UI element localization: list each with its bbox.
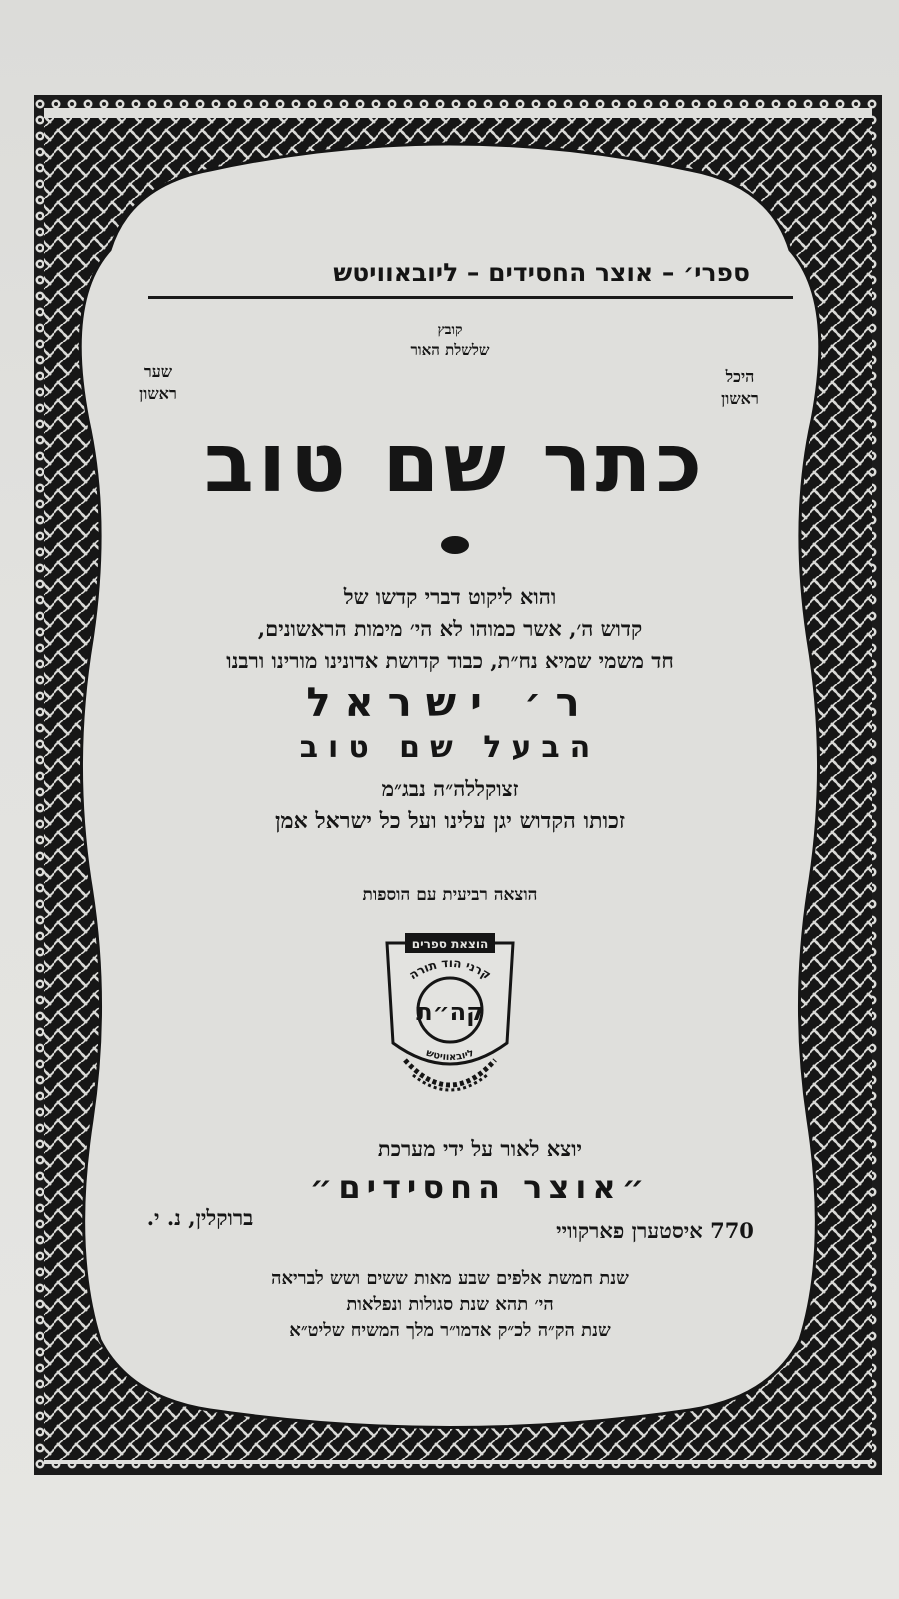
collection-title: שלשלת האור <box>410 341 490 359</box>
hall-label-number: ראשון <box>721 389 759 408</box>
honorific: זצוקללה״ה נבג״מ <box>381 776 519 801</box>
series-header: ספרי׳ – אוצר החסידים – ליובאוויטש <box>333 258 750 287</box>
emblem-banner: הוצאת ספרים <box>411 937 489 951</box>
rabbi-title: הבעל שם טוב <box>299 730 601 765</box>
hall-label: היכל <box>725 367 755 386</box>
header-rule <box>148 296 793 299</box>
merit-line: זכותו הקדוש יגן עלינו ועל כל ישראל אמן <box>274 808 626 834</box>
intro-line: חד משמי שמיא נח״ת, כבוד קדושת אדונינו מורינו ורבנו <box>226 648 674 673</box>
year-line: הי׳ תהא שנת סגולות ונפלאות <box>346 1294 554 1315</box>
gate-label: שער <box>143 362 173 381</box>
gate-label-number: ראשון <box>139 384 177 403</box>
collection-label: קובץ <box>437 322 463 338</box>
emblem-bottom-text: ליובאוויטש <box>424 1047 476 1064</box>
address-street: 770 איסטערן פארקוויי <box>556 1218 754 1243</box>
edition-note: הוצאה רביעית עם הוספות <box>362 885 538 905</box>
publisher-name: ״אוצר החסידים״ <box>309 1168 651 1206</box>
intro-line: והוא ליקוט דברי קדשו של <box>343 584 557 609</box>
year-line: שנת חמשת אלפים שבע מאות ששים ושש לבריאה <box>271 1268 629 1289</box>
publisher-emblem <box>375 925 525 1110</box>
publisher-line: יוצא לאור על ידי מערכת <box>377 1136 583 1161</box>
year-line: שנת הק״ה לכ״ק אדמו״ר מלך המשיח שליט״א <box>289 1320 611 1341</box>
intro-line: קדוש ה׳, אשר כמוהו לא הי׳ מימות הראשונים, <box>257 616 643 641</box>
ornament-dot <box>441 536 469 554</box>
emblem-center: קה״ת <box>416 998 484 1026</box>
rabbi-name: ר׳ ישראל <box>306 680 594 726</box>
emblem-arc-text: קרני הוד תורה <box>406 955 494 983</box>
book-title: כתר שם טוב <box>203 416 707 511</box>
address-city: ברוקלין, נ. י. <box>146 1205 254 1230</box>
